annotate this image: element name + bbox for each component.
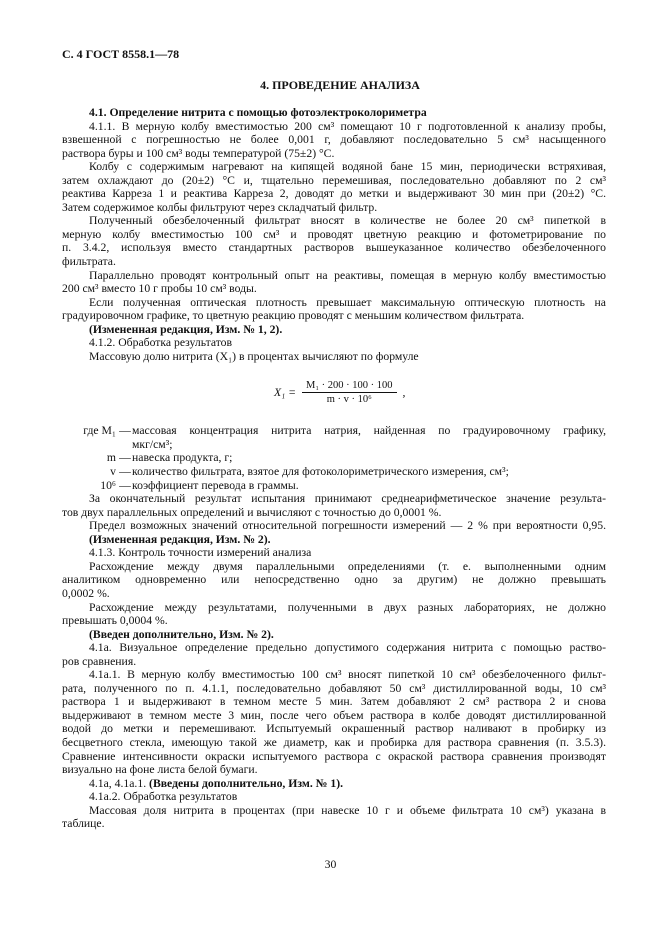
text-line: водой до метки и перемешивают. Испытуемый окрашенный раствор наливают в пробирку из [62, 722, 606, 736]
paragraph [62, 601, 606, 628]
paragraph [62, 350, 606, 364]
paragraph [62, 120, 606, 161]
paragraph [62, 560, 606, 601]
text-line: Затем содержимое колбы фильтруют через складчатый фильтр. [62, 200, 378, 214]
bold-note [62, 628, 606, 642]
text-line: Массовая доля нитрита в процентах (при навеске 10 г и объеме фильтрата 10 см³) указана в [89, 803, 606, 817]
variable-term: где M₁ [83, 424, 116, 438]
text-line: градуировочном графике, то цветную реакцию проводят с меньшим количеством фильтрата. [62, 309, 525, 323]
text-line: (Измененная редакция, Изм. № 2). [89, 532, 271, 546]
document-body [62, 106, 606, 831]
text-line: аналитиком одновременно или непосредственно одно за другим) не должно превышать [62, 573, 606, 587]
text-line: 4.1.2. Обработка результатов [89, 336, 233, 350]
dash: — [119, 424, 131, 438]
text-line: Сравнение интенсивности окраски испытуемого раствора с окраской раствора сравнения производят [62, 749, 606, 763]
dash: — [119, 478, 131, 492]
text-line: 4.1.3. Контроль точности измерений анализа [89, 546, 312, 560]
text-line: (Введен дополнительно, Изм. № 2). [89, 627, 274, 641]
text-line: реактива Карреза 1 и реактива Карреза 2, доводят до метки и выдерживают 30 мин при (20±2) °С. [62, 187, 606, 201]
bold-note: (Введены дополнительно, Изм. № 1). [149, 776, 344, 790]
paragraph [62, 777, 606, 791]
paragraph [62, 296, 606, 323]
formula-fraction [302, 380, 397, 405]
formula [62, 363, 606, 424]
text-line: фильтрата. [62, 255, 116, 269]
formula-numerator: M₁ · 200 · 100 · 100 [302, 380, 397, 393]
variable-definition [132, 424, 606, 451]
text-line: выдерживают в темном месте 3 мин, после чего объем раствора в колбе доводят дистиллированной [62, 708, 606, 722]
text-line: Если полученная оптическая плотность превышает максимальную оптическую плотность на [89, 295, 606, 309]
section-title: 4. ПРОВЕДЕНИЕ АНАЛИЗА [260, 78, 420, 92]
text-line: бесцветного стекла, имеющую такой же диаметр, как и пробирка для раствора сравнения (п. 3.5.3). [62, 735, 606, 749]
text-line: Расхождение между двумя параллельными определениями (т. е. выполненными одним [89, 559, 606, 573]
bold-note [62, 533, 606, 547]
text-line: Расхождение между результатами, полученными в двух разных лабораториях, не должно [89, 600, 606, 614]
paragraph [62, 492, 606, 519]
variable-definition [132, 451, 606, 465]
text-line: 200 см³ вместо 10 г пробы 10 см³ воды. [62, 282, 257, 296]
paragraph [62, 668, 606, 776]
page-header: С. 4 ГОСТ 8558.1—78 [62, 47, 180, 61]
paragraph [62, 160, 606, 214]
text-line: 4.1а.2. Обработка результатов [89, 790, 238, 804]
text-line: 4.1а. Визуальное определение предельно допустимого содержания нитрита с помощью раство- [89, 641, 606, 655]
paragraph [62, 336, 606, 350]
paragraph [62, 214, 606, 268]
text-line: ров сравнения. [62, 654, 137, 668]
text-line: раствора буры и 100 см³ воды температурой (75±2) °С. [62, 146, 335, 160]
text-line [62, 777, 606, 791]
variable-term: m [106, 451, 116, 465]
formula-lhs: X₁ = [274, 386, 297, 400]
text-line: 0,0002 %. [62, 586, 110, 600]
text-line: раствора 1 и выдерживают в темном месте 5 мин. Затем добавляют 2 см³ раствора 2 и снова [62, 695, 606, 709]
dash: — [119, 451, 131, 465]
formula-denominator: m · v · 10⁶ [326, 394, 372, 406]
paragraph [62, 546, 606, 560]
variable-definition [132, 479, 606, 493]
paragraph [62, 519, 606, 533]
paragraphs-before-formula [62, 106, 606, 363]
paragraph [62, 804, 606, 831]
page-number: 30 [324, 858, 337, 871]
paragraph [62, 269, 606, 296]
text-line: мкг/см³; [132, 437, 173, 451]
text-line: Полученный обезбелоченный фильтрат вносят в количестве не более 20 см³ пипеткой в [89, 214, 606, 228]
dash: — [119, 465, 131, 479]
text-line: Колбу с содержимым нагревают на кипящей водяной бане 15 мин, периодически встряхивая, [89, 160, 606, 174]
bold-note [62, 106, 606, 120]
text-line: затем охлаждают до (20±2) °С и, тщательно перемешивая, последовательно добавляют по 2 см³ [62, 173, 606, 187]
text-line: массовая концентрация нитрита натрия, найденная по градуировочному графику, [132, 424, 606, 438]
paragraphs-after-formula [62, 492, 606, 831]
text-line: превышать 0,0004 %. [62, 614, 168, 628]
text-line: навеска продукта, г; [132, 451, 233, 465]
text-line: рата, полученного по п. 4.1.1, последовательно добавляют 50 см³ дистиллированной воды, 10 см³ [62, 681, 606, 695]
text-line: коэффициент перевода в граммы. [132, 478, 299, 492]
text-line: 4.1.1. В мерную колбу вместимостью 200 см³ помещают 10 г подготовленной к анализу пробы, [89, 119, 606, 133]
paragraph [62, 641, 606, 668]
text-line: За окончательный результат испытания принимают среднеарифметическое значение результа- [89, 492, 606, 506]
text-line: количество фильтрата, взятое для фотоколориметрического измерения, см³; [132, 465, 509, 479]
text-line: п. 3.4.2, используя вместо стандартных растворов вышеуказанное количество обезбелоченного [62, 241, 606, 255]
text-line: визуально на фоне листа белой бумаги. [62, 763, 258, 777]
text-line: (Измененная редакция, Изм. № 1, 2). [89, 322, 283, 336]
bold-note [62, 323, 606, 337]
text-line: Массовую долю нитрита (X₁) в процентах вычисляют по формуле [89, 349, 419, 363]
text-line: тов двух параллельных определений и вычисляют с точностью до 0,0001 %. [62, 505, 442, 519]
text-line: 4.1. Определение нитрита с помощью фотоэлектроколориметра [89, 106, 427, 119]
formula-trailing-comma: , [402, 386, 406, 400]
variable-definition [132, 465, 606, 479]
text-line: Параллельно проводят контрольный опыт на реактивы, помещая в мерную колбу вместимостью [89, 268, 606, 282]
text-line: 4.1а.1. В мерную колбу вместимостью 100 см³ вносят пипеткой 10 см³ обезбелоченного фильт- [89, 668, 606, 682]
variable-term: v [110, 465, 116, 479]
text-line: таблице. [62, 817, 105, 831]
paragraph [62, 790, 606, 804]
text-line: мерную колбу вместимостью 100 см³ и проводят цветную реакцию и фотометрирование по [62, 227, 606, 241]
text-line: Предел возможных значений относительной погрешности измерений — 2 % при вероятности 0,95. [89, 519, 606, 533]
variable-term: 10⁶ [100, 478, 116, 492]
text-line: взвешенной с погрешностью не более 0,001 г, добавляют последовательно 5 см³ насыщенного [62, 133, 606, 147]
variable-definitions [62, 424, 606, 492]
text-run: 4.1а, 4.1а.1. [89, 776, 147, 790]
